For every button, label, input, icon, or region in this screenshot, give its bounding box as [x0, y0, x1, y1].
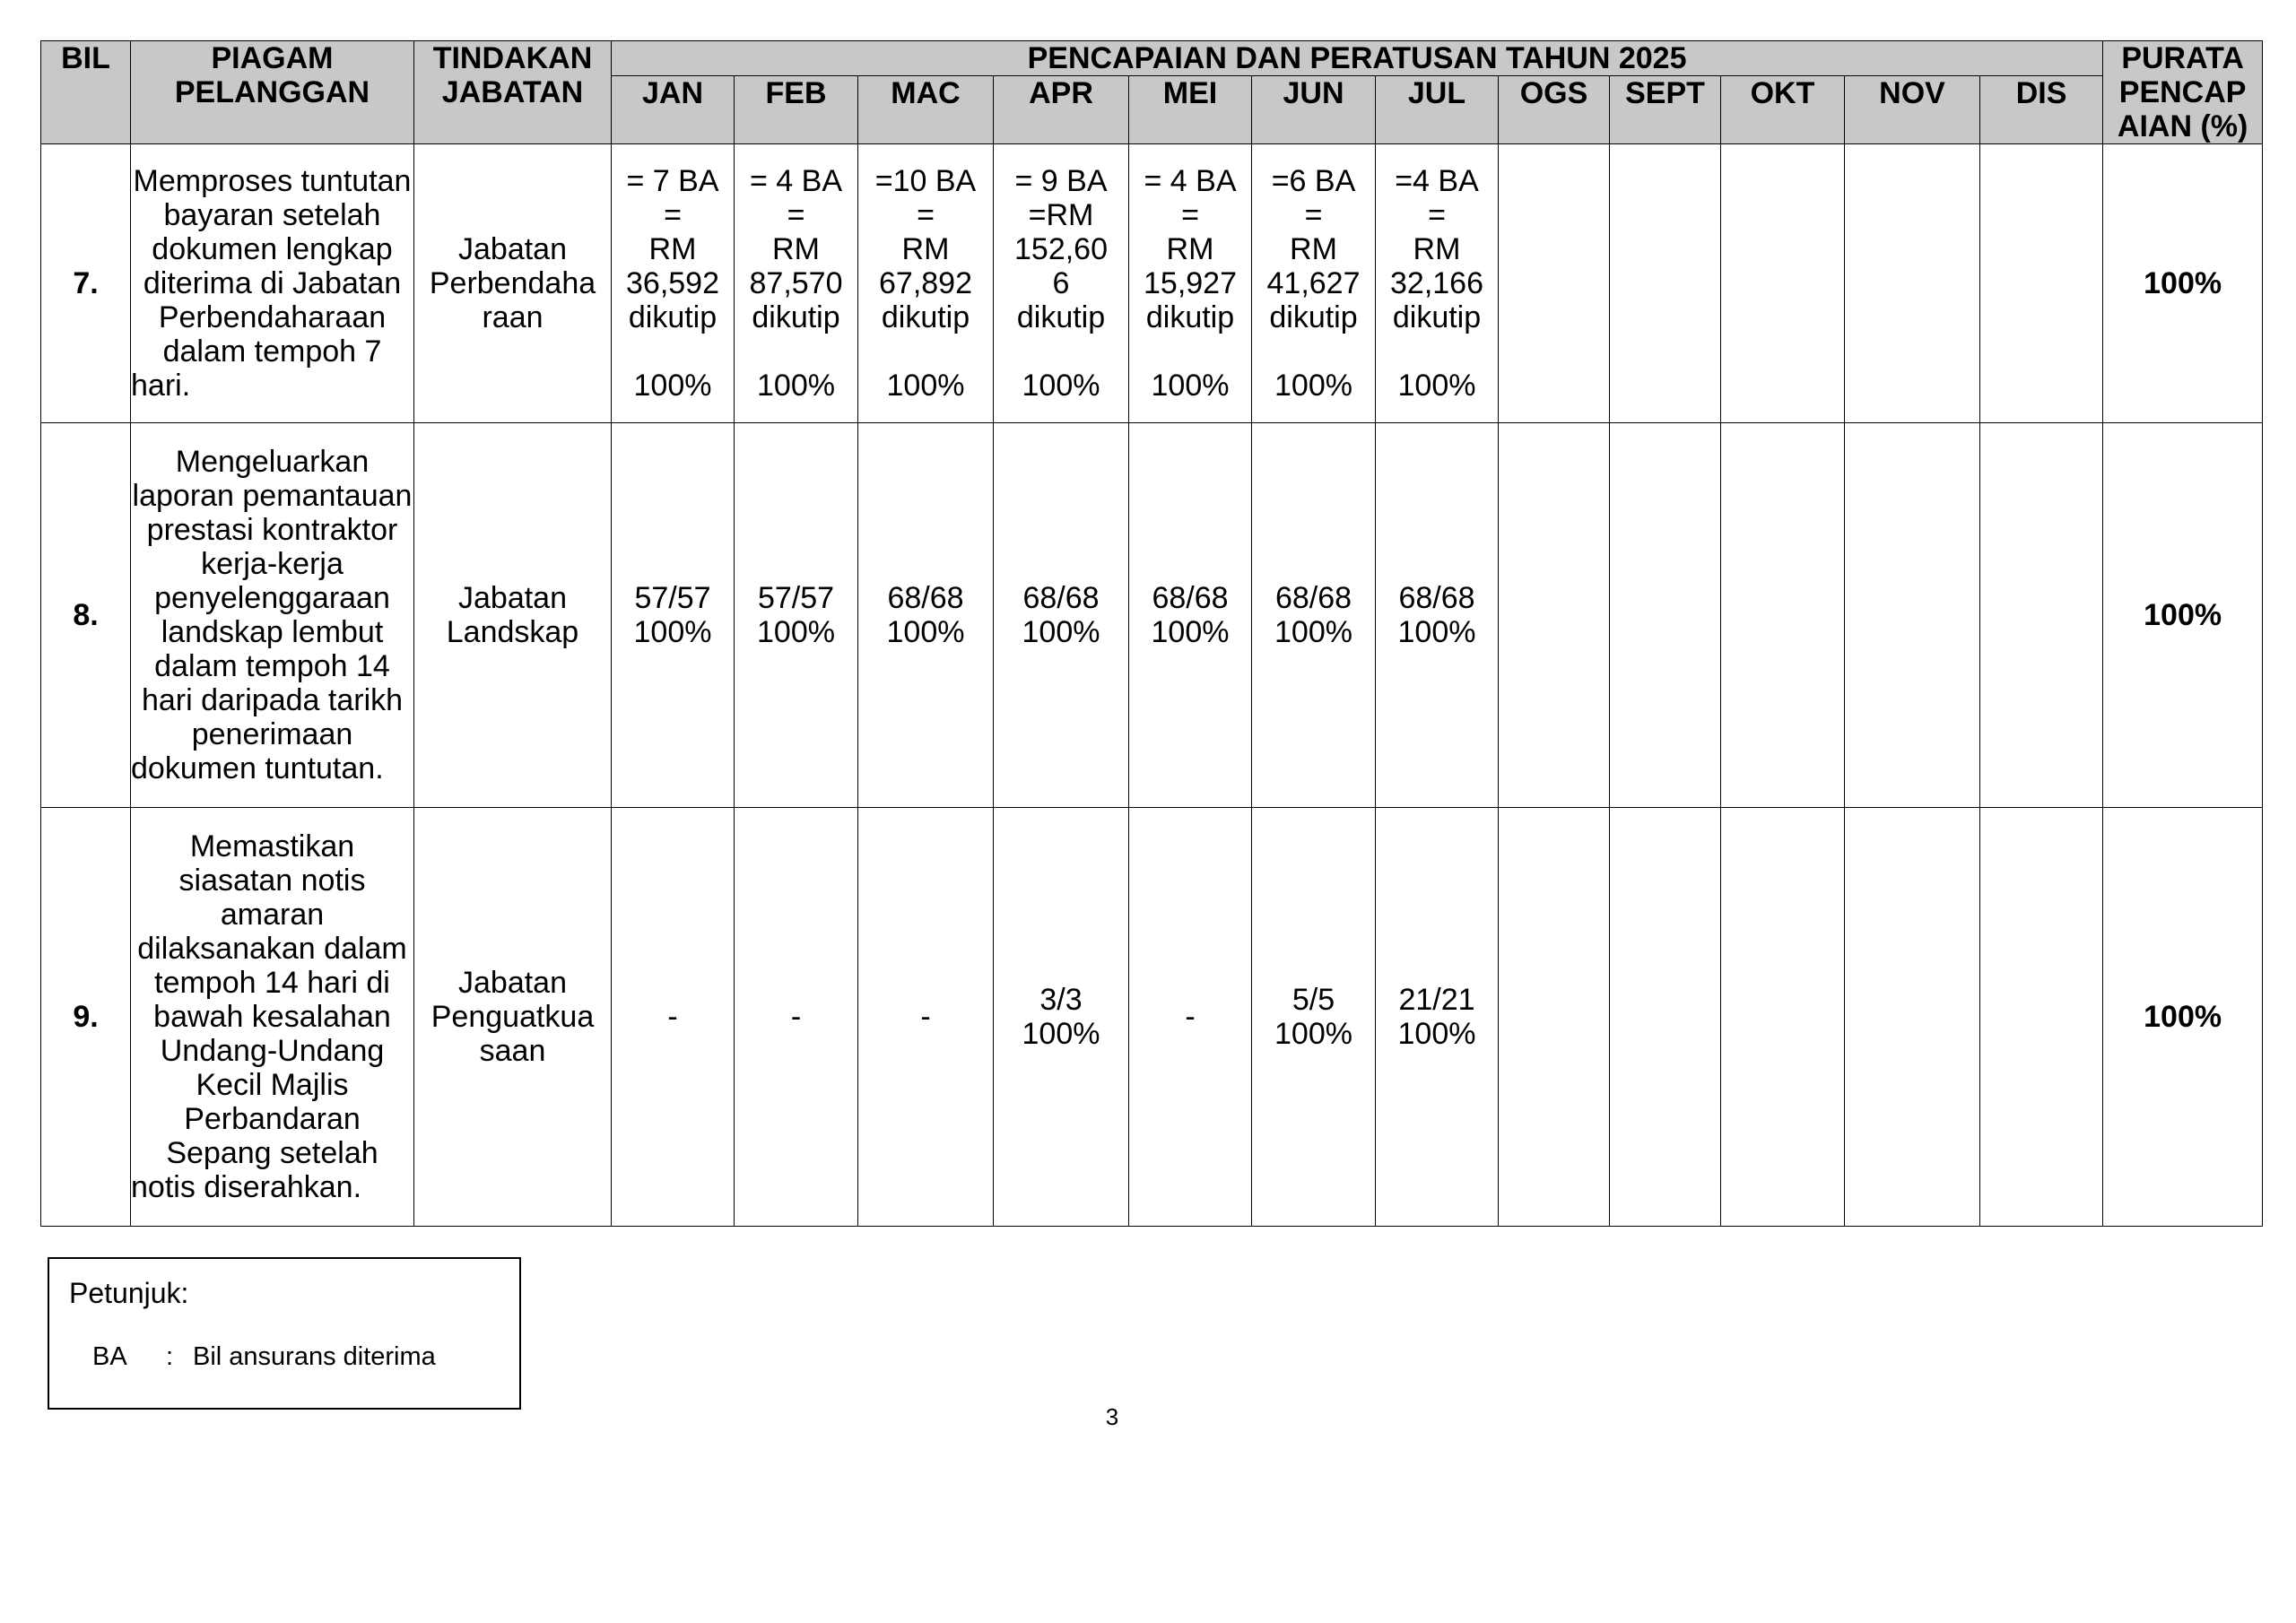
header-purata: PURATA PENCAP AIAN (%)	[2103, 41, 2263, 144]
month-cell	[1980, 423, 2103, 808]
month-cell	[1845, 423, 1980, 808]
header-month: JUL	[1376, 76, 1499, 144]
month-cell: = 4 BA = RM 15,927 dikutip 100%	[1129, 144, 1252, 423]
month-cell: = 9 BA =RM 152,60 6 dikutip 100%	[994, 144, 1129, 423]
row-piagam: Memastikan siasatan notis amaran dilaksanakan dalam tempoh 14 hari di bawah kesalahan Undang-Undang Kecil Majlis Perbandaran Sepang setelah notis diserahkan.	[131, 808, 414, 1227]
row-tindakan: Jabatan Perbendaha raan	[414, 144, 612, 423]
header-month: DIS	[1980, 76, 2103, 144]
month-cell	[1721, 808, 1845, 1227]
header-month: MAC	[858, 76, 994, 144]
month-cell: -	[1129, 808, 1252, 1227]
legend-colon: :	[166, 1342, 174, 1371]
header-month: OGS	[1499, 76, 1610, 144]
legend-box	[48, 1257, 521, 1410]
month-cell: 68/68 100%	[1129, 423, 1252, 808]
row-piagam: Mengeluarkan laporan pemantauan prestasi kontraktor kerja-kerja penyelenggaraan landskap lembut dalam tempoh 14 hari daripada tarikh penerimaan dokumen tuntutan.	[131, 423, 414, 808]
row-purata: 100%	[2103, 144, 2263, 423]
header-month: JAN	[612, 76, 735, 144]
month-cell	[1499, 423, 1610, 808]
legend-abbr: BA	[92, 1342, 127, 1371]
row-purata: 100%	[2103, 808, 2263, 1227]
header-tindakan: TINDAKAN JABATAN	[414, 41, 612, 144]
month-cell: =10 BA = RM 67,892 dikutip 100%	[858, 144, 994, 423]
header-piagam: PIAGAM PELANGGAN	[131, 41, 414, 144]
header-month: APR	[994, 76, 1129, 144]
header-month: OKT	[1721, 76, 1845, 144]
month-cell: =4 BA = RM 32,166 dikutip 100%	[1376, 144, 1499, 423]
legend-desc: Bil ansurans diterima	[193, 1342, 436, 1371]
header-month: FEB	[735, 76, 858, 144]
month-cell	[1980, 808, 2103, 1227]
month-cell	[1499, 144, 1610, 423]
month-cell	[1721, 144, 1845, 423]
header-month: NOV	[1845, 76, 1980, 144]
month-cell	[1845, 808, 1980, 1227]
month-cell: = 7 BA = RM 36,592 dikutip 100%	[612, 144, 735, 423]
row-bil: 8.	[41, 423, 131, 808]
row-bil: 7.	[41, 144, 131, 423]
table-row	[41, 808, 2263, 1227]
month-cell: =6 BA = RM 41,627 dikutip 100%	[1252, 144, 1376, 423]
row-tindakan: Jabatan Landskap	[414, 423, 612, 808]
table-row	[41, 144, 2263, 423]
month-cell: 68/68 100%	[994, 423, 1129, 808]
month-cell	[1721, 423, 1845, 808]
row-tindakan: Jabatan Penguatkua saan	[414, 808, 612, 1227]
month-cell: = 4 BA = RM 87,570 dikutip 100%	[735, 144, 858, 423]
legend-title: Petunjuk:	[69, 1277, 189, 1309]
table-row	[41, 423, 2263, 808]
row-bil: 9.	[41, 808, 131, 1227]
page-number: 3	[1105, 1403, 1119, 1430]
month-cell: 3/3 100%	[994, 808, 1129, 1227]
month-cell	[1980, 144, 2103, 423]
month-cell	[1610, 808, 1721, 1227]
achievement-table	[40, 40, 2263, 1227]
row-purata: 100%	[2103, 423, 2263, 808]
month-cell: 68/68 100%	[858, 423, 994, 808]
month-cell: -	[612, 808, 735, 1227]
month-cell: 21/21 100%	[1376, 808, 1499, 1227]
month-cell: 5/5 100%	[1252, 808, 1376, 1227]
month-cell: -	[858, 808, 994, 1227]
month-cell	[1610, 144, 1721, 423]
header-month: MEI	[1129, 76, 1252, 144]
header-month: JUN	[1252, 76, 1376, 144]
month-cell: 57/57 100%	[612, 423, 735, 808]
header-bil: BIL	[41, 41, 131, 144]
month-cell: 68/68 100%	[1376, 423, 1499, 808]
header-pencapaian: PENCAPAIAN DAN PERATUSAN TAHUN 2025	[612, 41, 2103, 76]
month-cell: 57/57 100%	[735, 423, 858, 808]
month-cell: -	[735, 808, 858, 1227]
month-cell	[1610, 423, 1721, 808]
month-cell	[1499, 808, 1610, 1227]
header-month: SEPT	[1610, 76, 1721, 144]
month-cell: 68/68 100%	[1252, 423, 1376, 808]
month-cell	[1845, 144, 1980, 423]
row-piagam: Memproses tuntutan bayaran setelah dokumen lengkap diterima di Jabatan Perbendaharaan dalam tempoh 7 hari.	[131, 144, 414, 423]
